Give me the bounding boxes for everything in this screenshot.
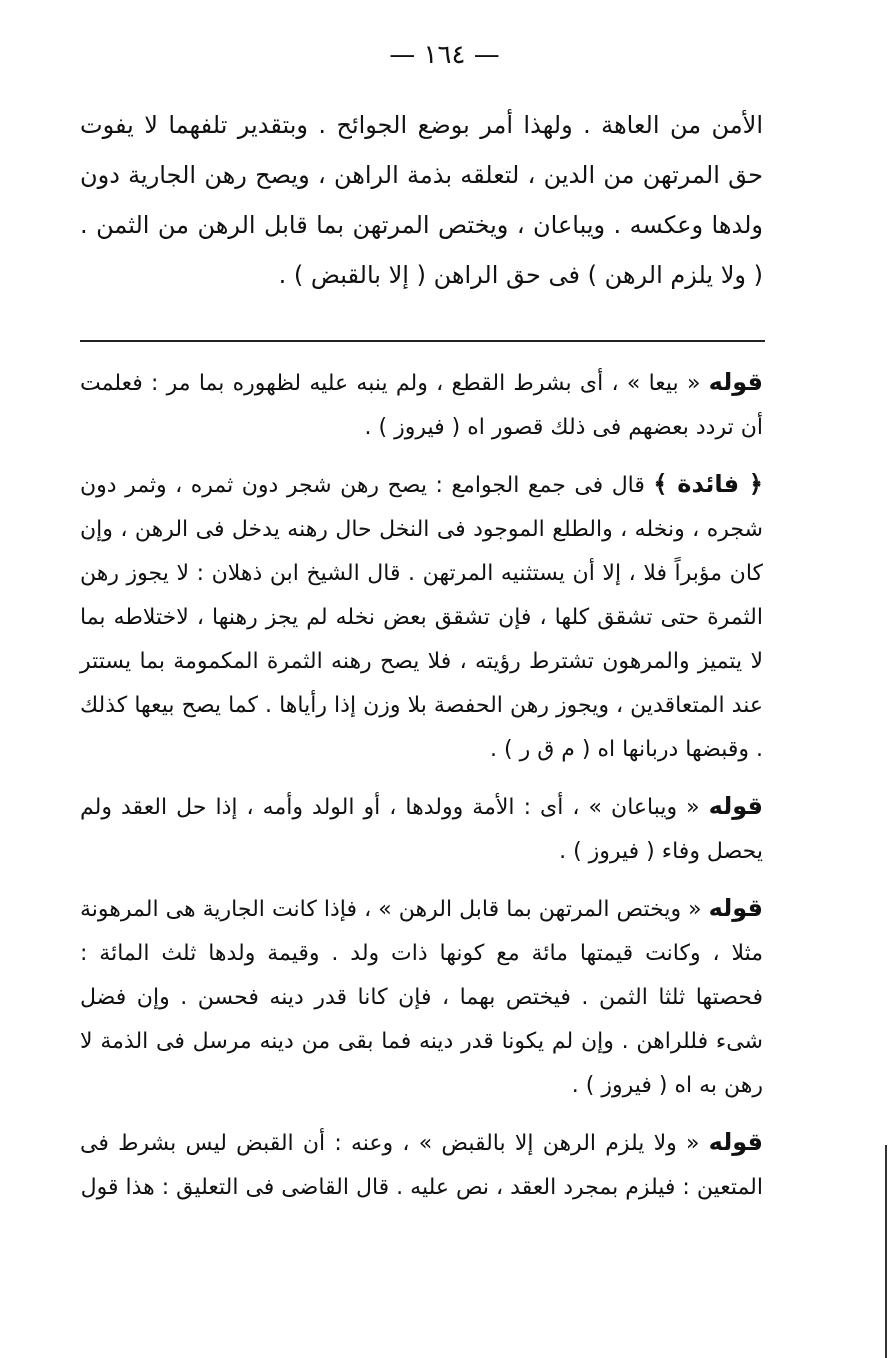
note-lead: قوله: [708, 792, 763, 820]
note-text: « ويباعان » ، أى : الأمة وولدها ، أو الولد وأمه ، إذا حل العقد ولم يحصل وفاء ( فيروز ) .: [80, 795, 763, 864]
note-paragraph: [80, 1120, 763, 1210]
note-lead: قوله: [708, 1128, 763, 1156]
footnote-divider: [80, 340, 765, 342]
note-lead: ﴿ فائدة ﴾: [653, 470, 763, 498]
note-lead: قوله: [708, 368, 763, 396]
note-text: « ويختص المرتهن بما قابل الرهن » ، فإذا كانت الجارية هى المرهونة مثلا ، وكانت قيمتها مائة مع كونها ذات ولد . وقيمة ولدها ثلث المائة : فحصتها ثلثا الثمن . فيختص بهما ، فإن كانا قدر دينه فحسن . وإن فضل شىء فللراهن . وإن لم يكونا قدر دينه فما بقى من دينه مرسل فى الذمة لا رهن به اه ( فيروز ) .: [80, 897, 763, 1098]
note-text: قال فى جمع الجوامع : يصح رهن شجر دون ثمره ، وثمر دون شجره ، ونخله ، والطلع الموجود فى النخل حال رهنه يدخل فى الرهن ، وإن كان مؤبراً فلا ، إلا أن يستثنيه المرتهن . قال الشيخ ابن ذهلان : لا يجوز رهن الثمرة حتى تشقق كلها ، فإن تشقق بعض نخله لم يجز رهنها ، لاختلاطه بما لا يتميز والمرهون تشترط رؤيته ، فلا يصح رهنه الثمرة المكمومة بما يستتر عند المتعاقدين ، ويجوز رهن الحفصة بلا وزن إذا رأياها . كما يصح بيعها كذلك . وقبضها دربانها اه ( م ق ر ) .: [80, 473, 763, 762]
note-paragraph: [80, 784, 763, 874]
page-number: — ١٦٤ —: [389, 40, 500, 70]
note-paragraph: [80, 462, 763, 772]
main-text: [80, 100, 763, 300]
note-paragraph: [80, 886, 763, 1108]
commentary-notes: [80, 360, 763, 1222]
note-text: « بيعا » ، أى بشرط القطع ، ولم ينبه عليه لظهوره بما مر : فعلمت أن تردد بعضهم فى ذلك قصور اه ( فيروز ) .: [80, 371, 763, 440]
note-lead: قوله: [708, 894, 763, 922]
note-text: « ولا يلزم الرهن إلا بالقبض » ، وعنه : أن القبض ليس بشرط فى المتعين : فيلزم بمجرد العقد ، نص عليه . قال القاضى فى التعليق : هذا قول: [80, 1131, 763, 1200]
scan-edge-line: [885, 1145, 887, 1358]
main-paragraph: الأمن من العاهة . ولهذا أمر بوضع الجوائح . وبتقدير تلفهما لا يفوت حق المرتهن من الدين ، لتعلقه بذمة الراهن ، ويصح رهن الجارية دون ولدها وعكسه . ويباعان ، ويختص المرتهن بما قابل الرهن من الثمن . ( ولا يلزم الرهن ) فى حق الراهن ( إلا بالقبض ) .: [80, 111, 763, 289]
note-paragraph: [80, 360, 763, 450]
